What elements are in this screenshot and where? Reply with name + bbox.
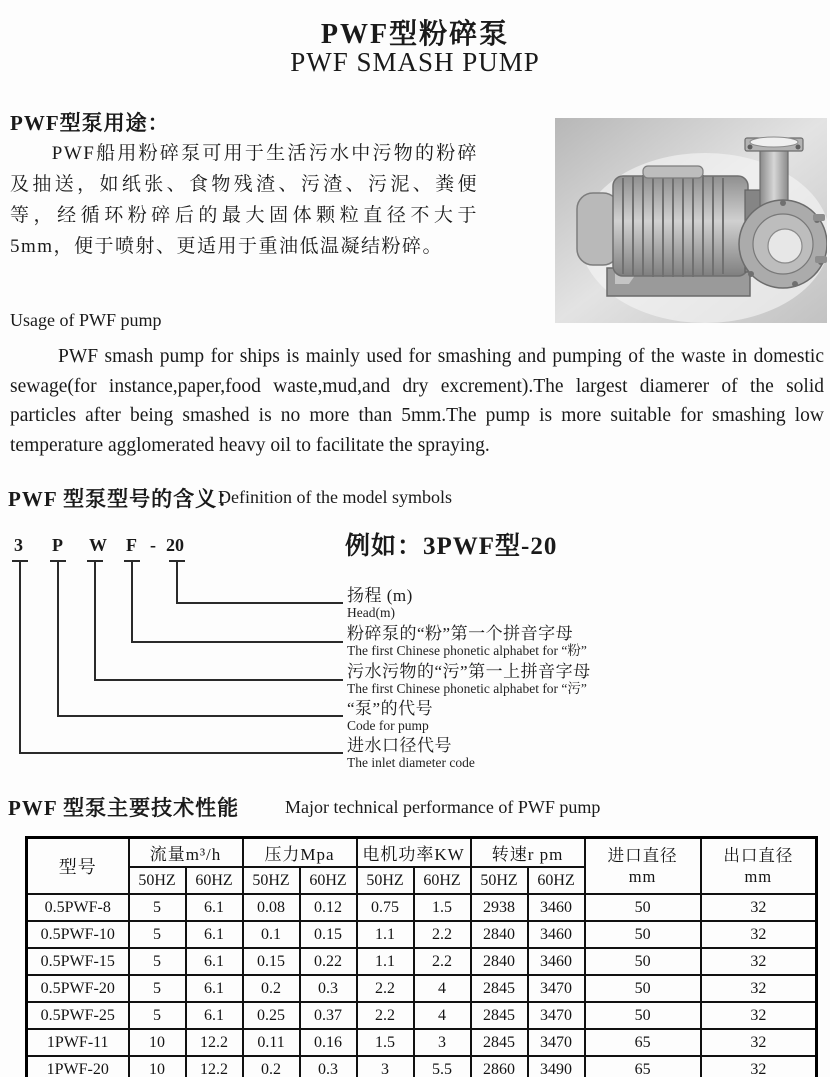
value-cell: 3490 (528, 1056, 585, 1077)
value-cell: 5 (129, 975, 186, 1002)
value-cell: 0.2 (243, 1056, 300, 1077)
column-header-model: 型号 (27, 838, 129, 895)
value-cell: 32 (701, 1056, 817, 1077)
column-header-pressure: 压力Mpa (243, 838, 357, 868)
value-cell: 0.75 (357, 894, 414, 921)
value-cell: 0.15 (300, 921, 357, 948)
usage-paragraph-zh: PWF船用粉碎泵可用于生活污水中污物的粉碎及抽送，如纸张、食物残渣、污渣、污泥、粪便等，经循环粉碎后的最大固体颗粒直径不大于5mm，便于喷射、更适用于重油低温凝结粉碎。 (10, 143, 478, 257)
value-cell: 0.22 (300, 948, 357, 975)
diagram-label-zh: 粉碎泵的“粉”第一个拼音字母 (347, 624, 574, 643)
outlet-diameter-unit: mm (744, 867, 773, 886)
diagram-label-en: The first Chinese phonetic alphabet for “粉” (347, 643, 587, 658)
value-cell: 6.1 (186, 1002, 243, 1029)
value-cell: 0.15 (243, 948, 300, 975)
table-row (27, 1056, 817, 1077)
diagram-label-en: The inlet diameter code (347, 755, 475, 770)
diagram-label-zh: 扬程 (m) (347, 586, 413, 605)
column-header-motor-power: 电机功率KW (357, 838, 471, 868)
table-row (27, 894, 817, 921)
value-cell: 0.3 (300, 1056, 357, 1077)
performance-heading-en: Major technical performance of PWF pump (285, 797, 601, 817)
table-row (27, 1029, 817, 1056)
value-cell: 12.2 (186, 1029, 243, 1056)
value-cell: 50 (585, 1002, 701, 1029)
model-cell: 0.5PWF-25 (27, 1002, 129, 1029)
page-title-zh: PWF型粉碎泵 (320, 19, 510, 50)
value-cell: 2840 (471, 948, 528, 975)
value-cell: 2845 (471, 975, 528, 1002)
value-cell: 1.5 (357, 1029, 414, 1056)
value-cell: 3470 (528, 1002, 585, 1029)
model-cell: 1PWF-11 (27, 1029, 129, 1056)
subheader-hz: 50HZ (129, 867, 186, 894)
outlet-diameter-label: 出口直径 (723, 846, 794, 865)
value-cell: 1.1 (357, 948, 414, 975)
inlet-diameter-unit: mm (628, 867, 657, 886)
model-cell: 0.5PWF-20 (27, 975, 129, 1002)
symbol-char: - (150, 535, 156, 555)
subheader-hz: 50HZ (243, 867, 300, 894)
model-example: 例如：3PWF型-20 (345, 533, 558, 560)
performance-table (25, 836, 818, 1077)
diagram-label-zh: 进水口径代号 (347, 736, 452, 755)
subheader-hz: 60HZ (186, 867, 243, 894)
diagram-label-en: The first Chinese phonetic alphabet for “污” (347, 681, 587, 696)
model-cell: 0.5PWF-8 (27, 894, 129, 921)
symbol-char: 3 (14, 535, 23, 555)
column-header-flow: 流量m³/h (129, 838, 243, 868)
pump-photo-illustration (555, 118, 827, 323)
value-cell: 6.1 (186, 921, 243, 948)
performance-heading-zh: PWF 型泵主要技术性能 (8, 796, 240, 820)
value-cell: 0.16 (300, 1029, 357, 1056)
table-row (27, 921, 817, 948)
model-cell: 0.5PWF-15 (27, 948, 129, 975)
value-cell: 50 (585, 921, 701, 948)
symbol-char: 20 (166, 535, 184, 555)
value-cell: 50 (585, 894, 701, 921)
table-row (27, 948, 817, 975)
table-body (27, 894, 817, 1077)
diagram-label-en: Head(m) (347, 605, 395, 620)
symbol-char: W (89, 535, 107, 555)
value-cell: 10 (129, 1056, 186, 1077)
value-cell: 12.2 (186, 1056, 243, 1077)
value-cell: 32 (701, 894, 817, 921)
value-cell: 2860 (471, 1056, 528, 1077)
value-cell: 65 (585, 1029, 701, 1056)
value-cell: 3460 (528, 921, 585, 948)
column-header-outlet-diameter (701, 838, 817, 895)
subheader-hz: 60HZ (300, 867, 357, 894)
value-cell: 6.1 (186, 894, 243, 921)
value-cell: 0.12 (300, 894, 357, 921)
subheader-hz: 60HZ (528, 867, 585, 894)
symbol-char: F (126, 535, 137, 555)
diagram-label (347, 736, 475, 770)
column-header-inlet-diameter (585, 838, 701, 895)
value-cell: 50 (585, 948, 701, 975)
value-cell: 3 (414, 1029, 471, 1056)
value-cell: 32 (701, 921, 817, 948)
value-cell: 32 (701, 1029, 817, 1056)
diagram-label-zh: “泵”的代号 (347, 699, 434, 718)
page-title-en: PWF SMASH PUMP (290, 47, 540, 77)
usage-heading-en: Usage of PWF pump (10, 310, 162, 330)
value-cell: 3 (357, 1056, 414, 1077)
pump-photo (555, 118, 827, 323)
value-cell: 10 (129, 1029, 186, 1056)
value-cell: 2.2 (414, 948, 471, 975)
value-cell: 2.2 (357, 1002, 414, 1029)
diagram-label (347, 624, 587, 658)
model-definition-heading-zh: PWF 型泵型号的含义： (8, 487, 240, 511)
table-header-row-groups (27, 838, 817, 868)
value-cell: 5 (129, 921, 186, 948)
model-symbol-diagram (0, 525, 830, 783)
value-cell: 0.37 (300, 1002, 357, 1029)
value-cell: 1.5 (414, 894, 471, 921)
value-cell: 2.2 (357, 975, 414, 1002)
value-cell: 32 (701, 975, 817, 1002)
value-cell: 1.1 (357, 921, 414, 948)
value-cell: 50 (585, 975, 701, 1002)
value-cell: 3470 (528, 975, 585, 1002)
table-row (27, 1002, 817, 1029)
model-cell: 0.5PWF-10 (27, 921, 129, 948)
subheader-hz: 50HZ (471, 867, 528, 894)
value-cell: 65 (585, 1056, 701, 1077)
usage-paragraph-en: PWF smash pump for ships is mainly used for smashing and pumping of the waste in domestic sewage(for instance,paper,food waste,mud,and dry excrement).The largest diamerer of the solid particles after being smashed is no more than 5mm.The pump is more suitable for smashing low temperature agglomerated heavy oil to facilitate the spraying. (10, 346, 824, 456)
symbol-char: P (52, 535, 63, 555)
value-cell: 4 (414, 1002, 471, 1029)
value-cell: 0.2 (243, 975, 300, 1002)
value-cell: 5.5 (414, 1056, 471, 1077)
value-cell: 4 (414, 975, 471, 1002)
value-cell: 5 (129, 1002, 186, 1029)
value-cell: 3460 (528, 894, 585, 921)
model-definition-heading-en: Definition of the model symbols (218, 487, 452, 507)
value-cell: 3460 (528, 948, 585, 975)
diagram-label-zh: 污水污物的“污”第一上拼音字母 (347, 662, 591, 681)
column-header-speed: 转速r pm (471, 838, 585, 868)
diagram-label-en: Code for pump (347, 718, 429, 733)
value-cell: 6.1 (186, 948, 243, 975)
value-cell: 0.3 (300, 975, 357, 1002)
value-cell: 3470 (528, 1029, 585, 1056)
value-cell: 0.08 (243, 894, 300, 921)
inlet-diameter-label: 进口直径 (607, 846, 678, 865)
model-cell: 1PWF-20 (27, 1056, 129, 1077)
subheader-hz: 50HZ (357, 867, 414, 894)
value-cell: 5 (129, 894, 186, 921)
value-cell: 32 (701, 1002, 817, 1029)
value-cell: 0.25 (243, 1002, 300, 1029)
diagram-label (347, 662, 591, 696)
diagram-label (347, 586, 413, 620)
value-cell: 2938 (471, 894, 528, 921)
value-cell: 5 (129, 948, 186, 975)
diagram-label (347, 699, 433, 733)
value-cell: 32 (701, 948, 817, 975)
value-cell: 2.2 (414, 921, 471, 948)
value-cell: 2845 (471, 1029, 528, 1056)
value-cell: 0.11 (243, 1029, 300, 1056)
value-cell: 2840 (471, 921, 528, 948)
value-cell: 0.1 (243, 921, 300, 948)
subheader-hz: 60HZ (414, 867, 471, 894)
value-cell: 6.1 (186, 975, 243, 1002)
table-row (27, 975, 817, 1002)
value-cell: 2845 (471, 1002, 528, 1029)
usage-heading-zh: PWF型泵用途： (10, 111, 170, 135)
